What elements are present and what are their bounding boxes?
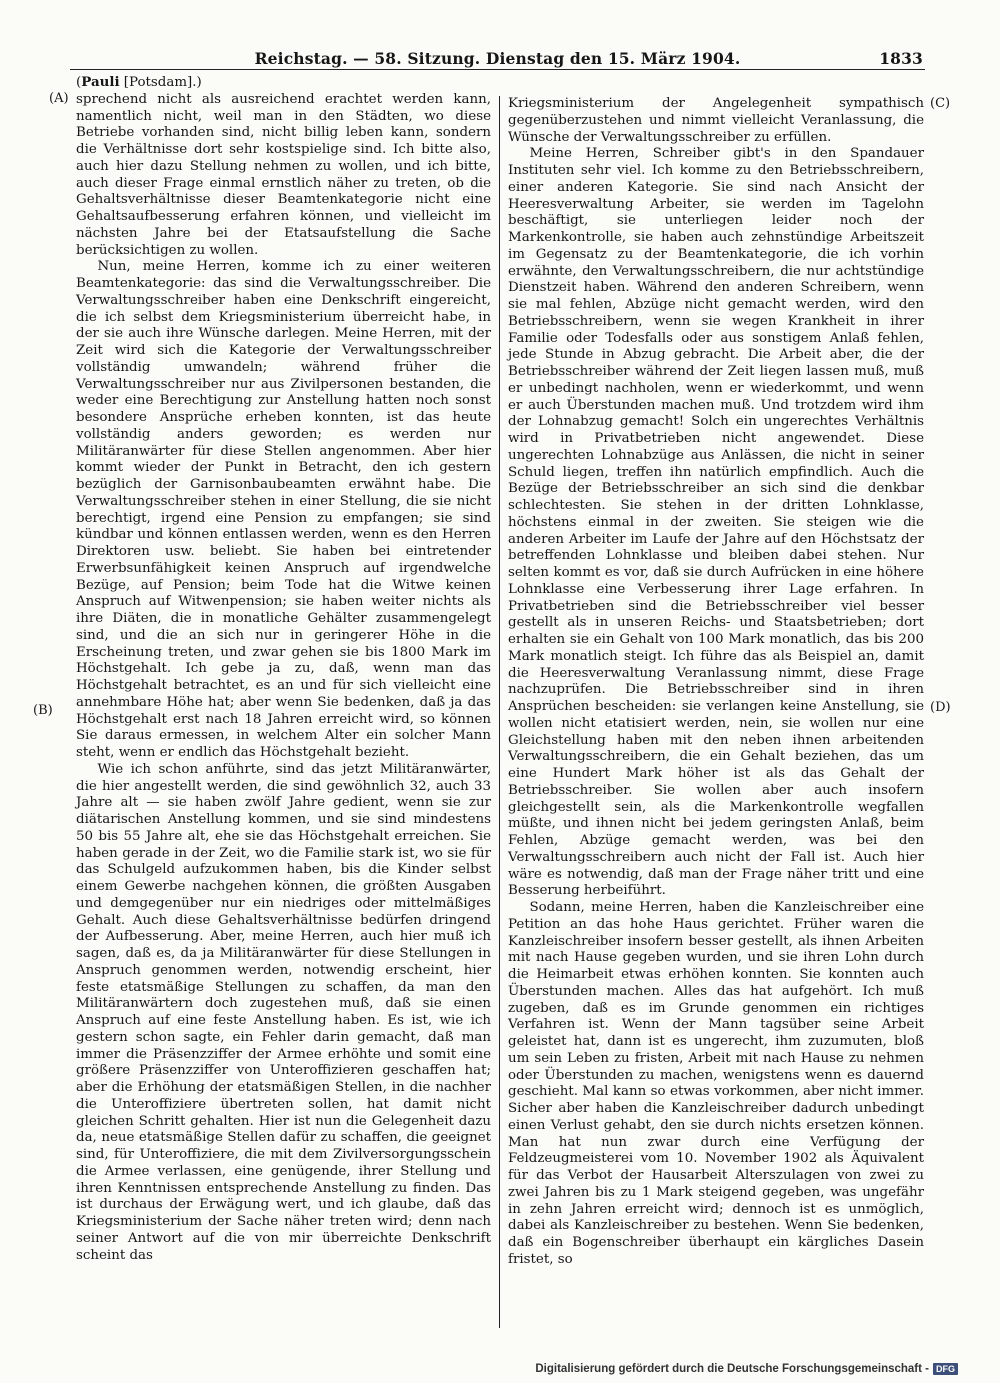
digitization-credit xyxy=(535,1363,958,1375)
page-number: 1833 xyxy=(879,49,923,68)
paragraph: Wie ich schon anführte, sind das jetzt Militäranwärter, die hier angestellt werden, die sind gewöhnlich 32, auch 33 Jahre alt — sie haben zwölf Jahre gedient, wenn sie zur diätarischen Anstellung kommen, und sie sind mindestens 50 bis 55 Jahre alt, ehe sie das Höchstgehalt erreichen. Sie haben gerade in der Zeit, wo die Familie stark ist, wo sie für das Schulgeld aufzukommen haben, bis die Kinder selbst einem Gewerbe nachgehen können, die größten Ausgaben und demgegenüber nur ein niedriges oder mittelmäßiges Gehalt. Auch diese Gehaltsverhältnisse bedürfen dringend der Aufbesserung. Aber, meine Herren, auch hier muß ich sagen, daß es, da ja Militäranwärter für diese Stellungen in Anspruch genommen werden, notwendig erscheint, hier feste etatsmäßige Stellungen zu schaffen, da man den Militäranwärtern doch zugestehen muß, daß sie einen Anspruch auf eine feste Anstellung haben. Es ist, wie ich gestern schon sagte, ein Fehler darin gemacht, daß man immer die Präsenzziffer der Armee erhöhte und somit eine größere Präsenzziffer von Unteroffizieren geschaffen hat; aber die Erhöhung der etatsmäßigen Stellen, in die nachher die Unteroffiziere übertreten sollen, hat damit nicht gleichen Schritt gehalten. Hier ist nun die Gelegenheit dazu da, neue etatsmäßige Stellen dafür zu schaffen, die geeignet sind, für Unteroffiziere, die mit dem Zivilversorgungsschein die Armee verlassen, eine genügende, ihrer Stellung und ihren Kenntnissen entsprechende Anstellung zu finden. Das ist durchaus der Erwägung wert, und ich glaube, daß das Kriegsministerium der Sache näher treten wird; denn nach seiner Antwort auf die von mir überreichte Denkschrift scheint das xyxy=(76,761,491,1263)
margin-marker-b: (B) xyxy=(33,703,53,718)
running-title: Reichstag. — 58. Sitzung. Dienstag den 15. März 1904. xyxy=(254,49,741,68)
paragraph: Kriegsministerium der Angelegenheit sympathisch gegenüberzustehen und nimmt vielleicht Veranlassung, die Wünsche der Verwaltungsschreiber zu erfüllen. xyxy=(508,96,924,145)
margin-marker-c: (C) xyxy=(930,96,951,111)
paragraph: Meine Herren, Schreiber gibt's in den Spandauer Instituten sehr viel. Ich komme zu den Betriebsschreibern, einer anderen Kategorie. Sie sind nach Ansicht der Heeresverwaltung Arbeiter, sie werden im Tagelohn beschäftigt, sie unterliegen leider noch der Markenkontrolle, sie haben auch zehnstündige Arbeitszeit im Gegensatz zu der Beamtenkategorie, die ich vorhin erwähnte, den Verwaltungsschreibern, die nur achtstündige Dienstzeit haben. Während den anderen Schreibern, wenn sie mal fehlen, Abzüge nicht gemacht werden, wird den Betriebsschreibern, wenn sie wegen Krankheit in ihrer Familie oder Todesfalls oder aus sonstigem Anlaß fehlen, jede Stunde in Abzug gebracht. Die Arbeit aber, die der Betriebsschreiber während der Zeit liegen lassen muß, muß er unbedingt nachholen, wenn er wiederkommt, und wenn er auch Überstunden machen muß. Und trotzdem wird ihm der Lohnabzug gemacht! Solch ein ungerechtes Verhältnis wird in Privatbetrieben nicht angewendet. Diese ungerechten Lohnabzüge aus Anlässen, die nicht in seiner Schuld liegen, treffen ihn natürlich empfindlich. Auch die Bezüge der Betriebsschreiber an sich sind die denkbar schlechtesten. Sie stehen in der dritten Lohnklasse, höchstens einmal in der zweiten. Sie steigen wie die anderen Arbeiter im Laufe der Jahre auf den Höchstsatz der betreffenden Lohnklasse und bleiben dabei stehen. Nur selten kommt es vor, daß sie durch Aufrücken in eine höhere Lohnklasse eine Verbesserung ihrer Lage erfahren. In Privatbetrieben sind die Betriebsschreiber viel besser gestellt als in unseren Reichs- und Staatsbetrieben; dort erhalten sie ein Gehalt von 100 Mark monatlich, das bis 200 Mark monatlich steigt. Ich führe das als Beispiel an, damit die Heeresverwaltung Veranlassung nimmt, diese Frage nachzuprüfen. Die Betriebsschreiber sind in ihren Ansprüchen bescheiden: sie verlangen keine Anstellung, sie wollen nicht etatisiert werden, nein, sie wollen nur eine Gleichstellung haben mit den neben ihnen arbeitenden Verwaltungsschreibern, die ein Gehalt beziehen, das um eine Hundert Mark höher ist als das Gehalt der Betriebsschreiber. Sie wollen aber auch insofern gleichgestellt sein, als die Markenkontrolle wegfallen müßte, und ihnen nicht bei jedem geringsten Anlaß, beim Fehlen, Abzüge gemacht werden, was bei den Verwaltungsschreibern auch nicht der Fall ist. Auch hier wäre es notwendig, daß man der Frage näher tritt und eine Besserung herbeiführt. xyxy=(508,146,924,899)
page-header xyxy=(70,47,925,70)
margin-marker-a: (A) xyxy=(49,91,69,106)
credit-text: Digitalisierung gefördert durch die Deutsche Forschungsgemeinschaft - xyxy=(535,1363,929,1375)
margin-marker-d: (D) xyxy=(930,700,951,715)
speaker-attribution: (Pauli [Potsdam].) xyxy=(76,74,202,90)
left-column xyxy=(76,74,491,1264)
speaker-name: Pauli xyxy=(81,74,120,90)
dfg-logo-icon: DFG xyxy=(933,1363,958,1375)
paragraph: Sodann, meine Herren, haben die Kanzleischreiber eine Petition an das hohe Haus gerichtet. Früher waren die Kanzleischreiber insofern besser gestellt, als ihnen Arbeiten mit nach Hause gegeben wurden, und sie ihren Lohn durch die Heimarbeit etwas erhöhen konnten. Sie konnten auch Überstunden machen. Alles das hat aufgehört. Ich muß zugeben, daß es im Grunde genommen ein richtiges Verfahren ist. Wenn der Mann tagsüber seine Arbeit geleistet hat, dann ist es ungerecht, ihm zuzumuten, bloß um sein Leben zu fristen, Arbeit mit nach Hause zu nehmen oder Überstunden zu machen, wenigstens wenn es dauernd geschieht. Mal kann so etwas vorkommen, aber nicht immer. Sicher aber haben die Kanzleischreiber dadurch unbedingt einen Verlust gehabt, den sie durch nichts ersetzen können. Man hat nun zwar durch eine Verfügung der Feldzeugmeisterei vom 10. November 1902 als Äquivalent für das Verbot der Hausarbeit Alterszulagen von zwei zu zwei Jahren bis zu 1 Mark steigend gegeben, was ungefähr in zehn Jahren erreicht wird; dennoch ist es unmöglich, dabei als Kanzleischreiber zu bestehen. Wenn Sie bedenken, daß ein Bogenschreiber überhaupt ein kärgliches Dasein fristet, so xyxy=(508,900,924,1267)
paragraph: sprechend nicht als ausreichend erachtet werden kann, namentlich nicht, weil man in den Städten, wo diese Betriebe vorhanden sind, nicht billig leben kann, sondern die Verhältnisse dort sehr kostspielige sind. Ich bitte also, auch hier dazu Stellung nehmen zu wollen, und ich bitte, auch dieser Frage einmal ernstlich näher zu treten, ob die Gehaltsverhältnisse dieser Beamtenkategorie nicht eine Gehaltsaufbesserung erfahren können, und vielleicht im nächsten Jahre bei der Etatsaufstellung die Sache berücksichtigen zu wollen. xyxy=(76,91,491,258)
column-divider xyxy=(499,96,500,1328)
speaker-district: [Potsdam].) xyxy=(123,75,202,90)
paragraph: Nun, meine Herren, komme ich zu einer weiteren Beamtenkategorie: das sind die Verwaltungsschreiber. Die Verwaltungsschreiber haben eine Denkschrift eingereicht, die ich selbst dem Kriegsministerium überreicht habe, in der sie auch ihre Wünsche darlegen. Meine Herren, mit der Zeit wird sich die Kategorie der Verwaltungsschreiber vollständig umwandeln; während früher die Verwaltungsschreiber nur aus Zivilpersonen bestanden, die weder eine Berechtigung zur Anstellung hatten noch sonst besondere Ansprüche erheben konnten, ist das heute vollständig anders geworden; es werden nur Militäranwärter für diese Stellen angenommen. Aber hier kommt wieder der Punkt in Betracht, den ich gestern bezüglich der Garnisonbaubeamten erwähnt habe. Die Verwaltungsschreiber stehen in einer Stellung, die sie nicht berechtigt, irgend eine Pension zu empfangen; sie sind kündbar und können entlassen werden, wenn es den Herren Direktoren usw. beliebt. Sie haben bei eintretender Erwerbsunfähigkeit keinen Anspruch auf irgendwelche Bezüge, auf Pension; beim Tode hat die Witwe keinen Anspruch auf Witwenpension; sie haben weiter nichts als ihre Diäten, die in monatliche Gehälter zusammengelegt sind, und die an sich nur in geringerer Höhe in die Erscheinung treten, und zwar gehen sie bis 1800 Mark im Höchstgehalt. Ich gebe ja zu, daß, wenn man das Höchstgehalt betrachtet, es an und für sich vielleicht eine annehmbare Höhe hat; aber wenn Sie bedenken, daß ja das Höchstgehalt erst nach 18 Jahren erreicht wird, so können Sie daraus ermessen, in welchem Alter ein solcher Mann steht, wenn er endlich das Höchstgehalt bezieht. xyxy=(76,259,491,760)
right-column xyxy=(508,96,924,1269)
